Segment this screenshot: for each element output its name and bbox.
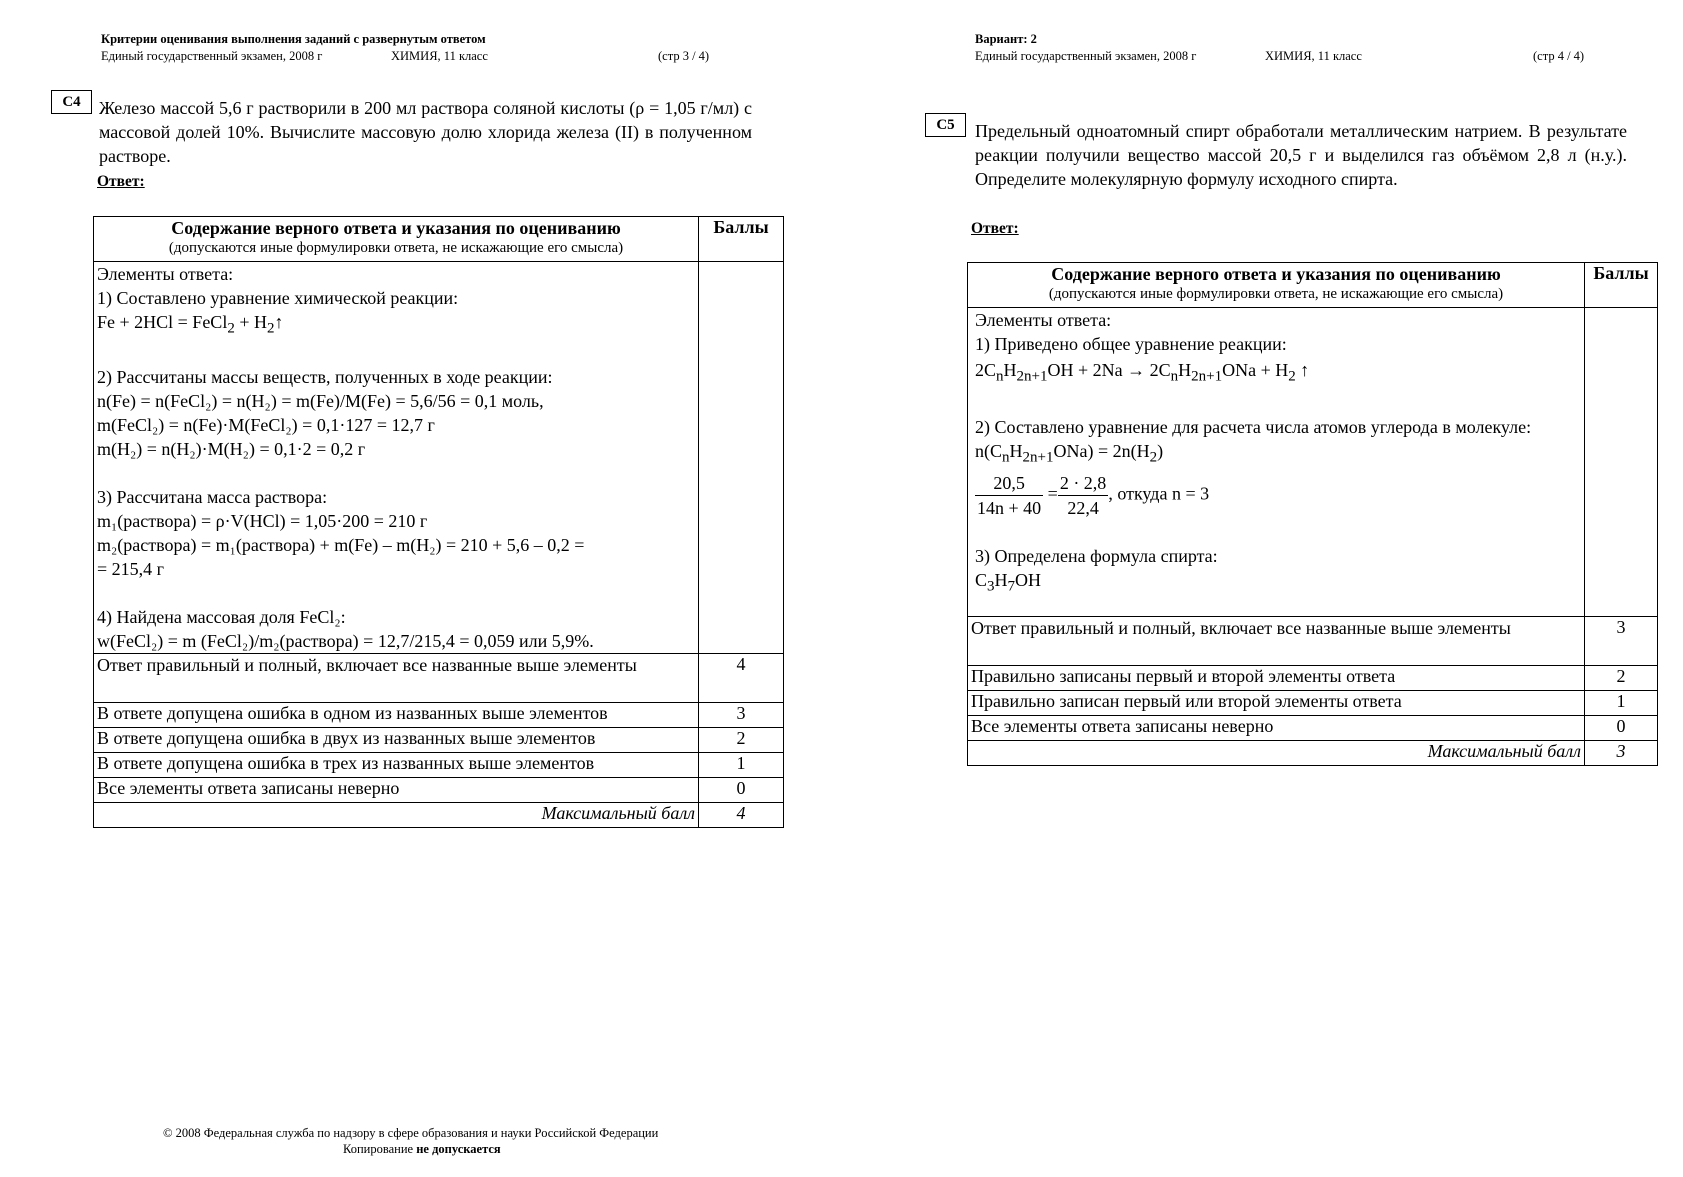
criterion-points: 2 bbox=[699, 727, 784, 752]
table-row bbox=[94, 653, 784, 702]
step-3-line-1: m₁(раствора) = ρ·V(HCl) = 1,05·200 = 210 г bbox=[97, 510, 428, 531]
criterion-text: В ответе допущена ошибка в трех из названных выше элементов bbox=[94, 752, 699, 777]
alcohol-formula: $C_3H_7OH$ bbox=[975, 570, 1042, 595]
table-header-points: Баллы bbox=[1585, 263, 1658, 308]
criterion-points: 0 bbox=[1585, 716, 1658, 741]
elements-intro: Элементы ответа: bbox=[97, 264, 234, 284]
criterion-text: Ответ правильный и полный, включает все названные выше элементы bbox=[94, 653, 699, 702]
left-header-page: (стр 3 / 4) bbox=[658, 49, 710, 63]
step-3-line-3: = 215,4 г bbox=[97, 558, 165, 579]
step-2-line-3: m(H₂) = n(H₂)·M(H₂) = 0,1·2 = 0,2 г bbox=[97, 438, 366, 459]
step-4-title: 4) Найдена массовая доля FeCl₂: bbox=[97, 606, 346, 627]
criteria-table-c4 bbox=[93, 216, 784, 828]
max-score-label: Максимальный балл bbox=[968, 741, 1585, 766]
task-tag-c4: C4 bbox=[51, 90, 92, 114]
footer-copy-prefix: Копирование bbox=[343, 1142, 414, 1156]
criterion-text: Ответ правильный и полный, включает все названные выше элементы bbox=[968, 617, 1585, 666]
criterion-text: Все элементы ответа записаны неверно bbox=[94, 777, 699, 802]
table-header-main: Содержание верного ответа и указания по оцениванию bbox=[1051, 264, 1501, 284]
max-score-value: 3 bbox=[1585, 741, 1658, 766]
table-row bbox=[968, 617, 1658, 666]
step-2-title: 2) Рассчитаны массы веществ, полученных в ходе реакции: bbox=[97, 366, 553, 387]
left-header-title: Критерии оценивания выполнения заданий с развернутым ответом bbox=[101, 32, 486, 46]
table-row bbox=[94, 777, 784, 802]
criterion-points: 4 bbox=[699, 653, 784, 702]
table-row bbox=[968, 716, 1658, 741]
answer-elements-c5 bbox=[975, 308, 1581, 599]
left-header-subject: ХИМИЯ, 11 класс bbox=[391, 49, 488, 63]
criterion-text: Правильно записан первый или второй элементы ответа bbox=[968, 691, 1585, 716]
right-header-exam: Единый государственный экзамен, 2008 г bbox=[975, 49, 1197, 63]
step-2-title: 2) Составлено уравнение для расчета числа атомов углерода в молекуле: bbox=[975, 416, 1532, 437]
reaction-equation: Fe + 2HCl = FeCl$_2$ + $H_2↑$ bbox=[97, 312, 284, 337]
left-header-exam: Единый государственный экзамен, 2008 г bbox=[101, 49, 323, 63]
table-header-main: Содержание верного ответа и указания по оцениванию bbox=[171, 218, 621, 238]
general-reaction-equation: $2C_nH_{2n+1}OH + 2Na \to 2C_nH_{2n+1}ONa + H_2$ ↑ bbox=[975, 360, 1310, 385]
step-1-title: 1) Составлено уравнение химической реакции: bbox=[97, 288, 459, 308]
criterion-text: Все элементы ответа записаны неверно bbox=[968, 716, 1585, 741]
task-c5-text: Предельный одноатомный спирт обработали металлическим натрием. В результате реакции получили вещество массой 20,5 г и выделился газ объёмом 2,8 л (н.у.). Определите молекулярную формулу исходного спирта. bbox=[975, 121, 1627, 189]
step-4-line-1: w(FeCl₂) = m (FeCl₂)/m₂(раствора) = 12,7/215,4 = 0,059 или 5,9%. bbox=[97, 630, 594, 651]
table-row bbox=[94, 752, 784, 777]
step-3-line-2: m₂(раствора) = m₁(раствора) + m(Fe) – m(H₂) = 210 + 5,6 – 0,2 = bbox=[97, 534, 585, 555]
task-c4-text: Железо массой 5,6 г растворили в 200 мл раствора соляной кислоты (ρ = 1,05 г/мл) с массовой долей 10%. Вычислите массовую долю хлорида железа (II) в полученном растворе. bbox=[99, 98, 752, 166]
elements-intro: Элементы ответа: bbox=[975, 310, 1112, 330]
table-header-sub: (допускаются иные формулировки ответа, не искажающие его смысла) bbox=[168, 240, 624, 256]
criterion-text: В ответе допущена ошибка в двух из названных выше элементов bbox=[94, 727, 699, 752]
right-header-variant: Вариант: 2 bbox=[975, 32, 1037, 46]
footer-copy-bold: не допускается bbox=[416, 1142, 501, 1156]
max-score-value: 4 bbox=[699, 802, 784, 827]
criterion-text: В ответе допущена ошибка в одном из названных выше элементов bbox=[94, 702, 699, 727]
fraction-left: $\frac{20,5}{14n + 40}$ bbox=[977, 473, 1042, 519]
footer-copy-note bbox=[343, 1142, 501, 1157]
table-header-row bbox=[968, 263, 1658, 308]
max-score-row bbox=[94, 802, 784, 827]
task-tag-c5: C5 bbox=[925, 113, 966, 137]
table-row bbox=[968, 691, 1658, 716]
step-2-line-1: n(Fe) = n(FeCl₂) = n(H₂) = m(Fe)/M(Fe) = 5,6/56 = 0,1 моль, bbox=[97, 390, 544, 411]
answer-elements-row bbox=[968, 308, 1658, 617]
criterion-points: 1 bbox=[699, 752, 784, 777]
table-header-points: Баллы bbox=[699, 217, 784, 262]
criterion-text: Правильно записаны первый и второй элементы ответа bbox=[968, 666, 1585, 691]
step-2-line-2: m(FeCl₂) = n(Fe)·M(FeCl₂) = 0,1·127 = 12,7 г bbox=[97, 414, 435, 435]
fraction-right: $\frac{2 \cdot 2,8}{22,4}$ bbox=[1059, 473, 1107, 519]
criterion-points: 3 bbox=[699, 702, 784, 727]
table-row bbox=[968, 666, 1658, 691]
fraction-equation: $\frac{20,5}{14n + 40}$ = $\frac{2 \cdot 2,8}{22,4}$ , откуда n = 3 bbox=[977, 473, 1210, 519]
fraction-tail: , откуда n = 3 bbox=[1108, 483, 1210, 504]
step-1-title: 1) Приведено общее уравнение реакции: bbox=[975, 334, 1287, 354]
table-header-sub: (допускаются иные формулировки ответа, не искажающие его смысла) bbox=[1048, 286, 1504, 302]
mole-ratio-equation: $n(C_nH_{2n+1}ONa) = 2n(H_2)$ bbox=[975, 440, 1164, 466]
criterion-points: 0 bbox=[699, 777, 784, 802]
max-score-label: Максимальный балл bbox=[94, 802, 699, 827]
max-score-row bbox=[968, 741, 1658, 766]
right-header-subject: ХИМИЯ, 11 класс bbox=[1265, 49, 1362, 63]
answer-label-c4: Ответ: bbox=[97, 173, 145, 190]
criterion-points: 1 bbox=[1585, 691, 1658, 716]
answer-label-c5: Ответ: bbox=[971, 220, 1019, 237]
right-header-page: (стр 4 / 4) bbox=[1533, 49, 1585, 63]
footer-copyright: © 2008 Федеральная служба по надзору в сфере образования и науки Российской Федерации bbox=[163, 1126, 659, 1140]
table-row bbox=[94, 702, 784, 727]
table-header-row bbox=[94, 217, 784, 262]
step-3-title: 3) Определена формула спирта: bbox=[975, 546, 1218, 567]
table-row bbox=[94, 727, 784, 752]
step-3-title: 3) Рассчитана масса раствора: bbox=[97, 486, 328, 507]
criteria-table-c5 bbox=[967, 262, 1658, 766]
answer-elements-row bbox=[94, 262, 784, 654]
criterion-points: 3 bbox=[1585, 617, 1658, 666]
answer-elements-c4 bbox=[97, 262, 695, 653]
criterion-points: 2 bbox=[1585, 666, 1658, 691]
